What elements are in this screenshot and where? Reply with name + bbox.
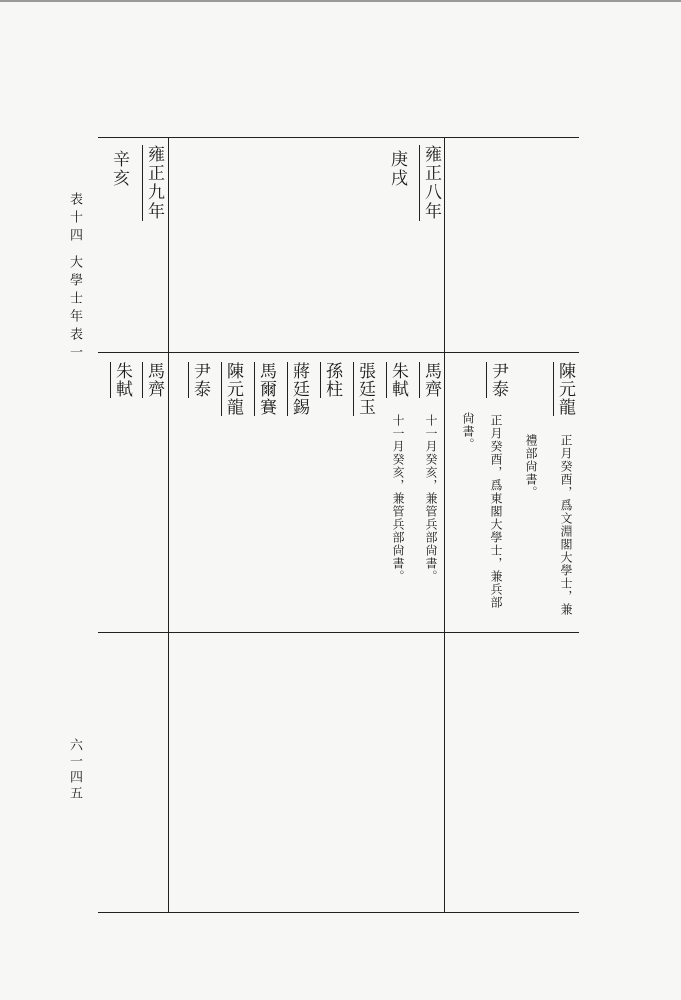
year-column-divider-right — [168, 352, 169, 912]
table-top-rule — [98, 137, 579, 138]
entry-name: 張廷玉 — [355, 362, 375, 416]
entry-name: 孫柱 — [322, 362, 342, 398]
entry-name: 蔣廷錫 — [289, 362, 309, 416]
column-divider — [444, 137, 445, 913]
page-number: 六一四五 — [67, 738, 82, 802]
stem-branch-right: 庚戌 — [387, 150, 407, 188]
entry-name: 尹泰 — [190, 362, 210, 398]
entry-name: 尹泰 — [488, 362, 508, 398]
entry-name: 馬爾賽 — [256, 362, 276, 416]
top-border — [0, 0, 681, 2]
row-rule-upper — [98, 352, 579, 353]
year-label-left: 雍正九年 — [144, 145, 164, 221]
row-rule-lower — [98, 632, 579, 633]
entry-name: 陳元龍 — [223, 362, 243, 416]
entry-name: 朱軾 — [112, 362, 132, 398]
stem-branch-left: 辛亥 — [109, 150, 129, 188]
entry-name: 馬齊 — [144, 362, 164, 398]
side-label: 表十四 大學士年表一 — [67, 192, 82, 364]
year-label-right: 雍正八年 — [421, 145, 441, 221]
entry-note: 十一月癸亥，兼管兵部尙書。 — [391, 414, 405, 583]
entry-name: 馬齊 — [421, 362, 441, 398]
entry-note: 正月癸酉，爲文淵閣大學士，兼 — [559, 434, 573, 616]
table-bottom-rule — [98, 912, 579, 913]
entry-note: 尙書。 — [461, 412, 475, 451]
year-column-divider-left — [168, 137, 169, 353]
entry-note: 正月癸酉，爲東閣大學士，兼兵部 — [489, 414, 503, 609]
entry-note: 十一月癸亥，兼管兵部尙書。 — [424, 414, 438, 583]
entry-name: 陳元龍 — [555, 362, 575, 416]
entry-name: 朱軾 — [388, 362, 408, 398]
entry-note: 禮部尙書。 — [524, 434, 538, 499]
